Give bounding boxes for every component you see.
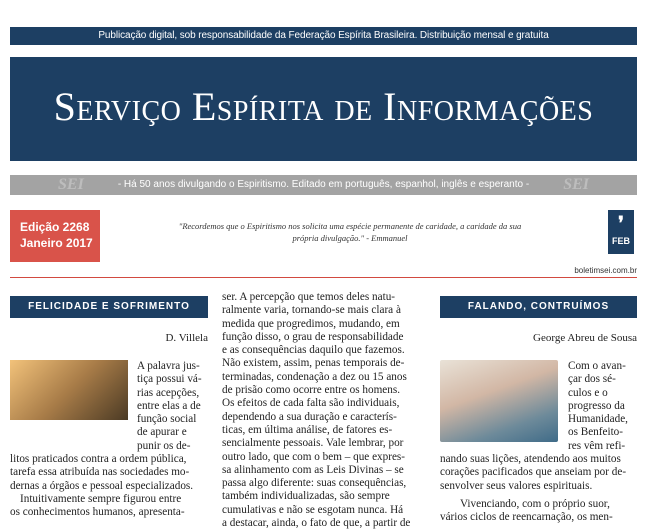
text-line: Intuitivamente sempre figurou entre [20,492,182,505]
text-line: passa algo diferente: suas consequências, [222,477,407,490]
article-byline: George Abreu de Sousa [533,332,637,344]
text-line: çar dos sé- [568,373,616,386]
text-line: função social [137,413,197,426]
text-line: litos praticados contra a ordem pública, [10,453,187,465]
text-line: também individualizadas, são sempre [222,490,390,503]
text-line: corações pacificados que anseiam por de- [440,466,627,479]
site-url[interactable]: boletimsei.com.br [574,266,637,275]
text-line: ticas, em última análise, de fatores es- [222,423,393,436]
article-wrap-block [10,360,208,452]
text-line: Humanidade, [568,413,628,426]
text-line: Com o avan- [568,360,626,372]
text-line: Vivenciando, com o próprio suor, [460,497,610,510]
text-line: progresso da [568,399,625,412]
text-line: de prisão como ocorre entre os homens. [222,384,401,397]
edition-date: Janeiro 2017 [20,236,93,250]
text-line: entre elas a de [137,399,201,412]
text-line: tarefa essa atribuída nas sociedades mo- [10,466,190,479]
text-line: Não existem, assim, penas temporais de- [222,357,405,370]
article-body [10,453,208,519]
sei-watermark-right: SEI [563,176,589,193]
tagline-bar [10,175,637,195]
text-line: sencialmente pessoais. Vale lembrar, por [222,437,404,450]
masthead [10,57,637,161]
text-line: outro lado, que com o bem – que expres- [222,450,405,463]
article-body [440,453,637,524]
header-divider [10,277,637,278]
text-line: os Benfeito- [568,426,623,439]
text-line: res vêm refi- [568,439,626,452]
text-line: sa alinhamento com as Leis Divinas – se [222,463,404,476]
text-line: dernas a órgãos e pessoal especializados. [10,479,194,492]
article-felicidade [10,296,208,519]
text-line: terminadas, condenação a dez ou 15 anos [222,370,407,383]
text-line: vários ciclos de reencarnação, os men- [440,511,613,524]
text-line: os conhecimentos humanos, apresenta- [10,506,185,519]
edition-number: Edição 2268 [20,220,90,234]
text-line: ser. A percepção que temos deles natu- [222,291,396,303]
caregiver-elderly-photo [440,360,558,442]
article-falando [440,296,637,524]
text-line: culos e o [568,386,608,399]
feb-logo-text: FEB [612,236,630,246]
text-line: ralmente varia, tornando-se mais clara à [222,304,401,317]
text-line: de apurar e [137,426,187,439]
text-line: a destacar, ainda, o fato de que, a partir de [222,517,411,530]
text-line: cumulativas e não se esgotam nunca. Há [222,503,404,516]
epigraph-quote: "Recordemos que o Espiritismo nos solicita uma espécie permanente de caridade, a caridade da sua própria divulgação." - Emmanuel [178,221,522,243]
text-line: Os efeitos de cada falta são individuais, [222,397,400,410]
article-felicidade-continuation [222,291,422,530]
tagline: - Há 50 anos divulgando o Espiritismo. Editado em português, espanhol, inglês e esperanto - [117,179,530,190]
article-byline: D. Villela [165,332,208,344]
text-line: nando suas lições, atendendo aos muitos [440,453,621,465]
text-line: tiça possui vá- [137,373,202,386]
masthead-title: Serviço Espírita de Informações [53,84,594,129]
top-info-bar: Publicação digital, sob responsabilidade da Federação Espírita Brasileira. Distribuição mensal e gratuita [10,27,637,45]
article-title: FALANDO, CONTRUÍMOS [440,296,637,318]
article-wrap-text [568,360,637,453]
text-line: função disso, o grau de responsabilidade [222,330,404,343]
text-line: rias acepções, [137,386,200,399]
text-line: dependendo a sua duração e caracterís- [222,410,397,423]
text-line: e as consequências daquilo que fazemos. [222,344,405,357]
feb-logo [608,210,634,254]
article-wrap-text [137,360,208,453]
article-title: FELICIDADE E SOFRIMENTO [10,296,208,318]
text-line: medida que progredimos, mudando, em [222,317,400,330]
sunset-bench-photo [10,360,128,420]
text-line: punir os de- [137,439,191,452]
article-wrap-block [440,360,637,452]
sei-watermark-left: SEI [58,176,84,193]
text-line: A palavra jus- [137,360,200,372]
edition-badge [10,210,100,262]
text-line: senvolver seus valores espirituais. [440,479,593,492]
feb-flame-icon: ❜ [618,213,624,233]
